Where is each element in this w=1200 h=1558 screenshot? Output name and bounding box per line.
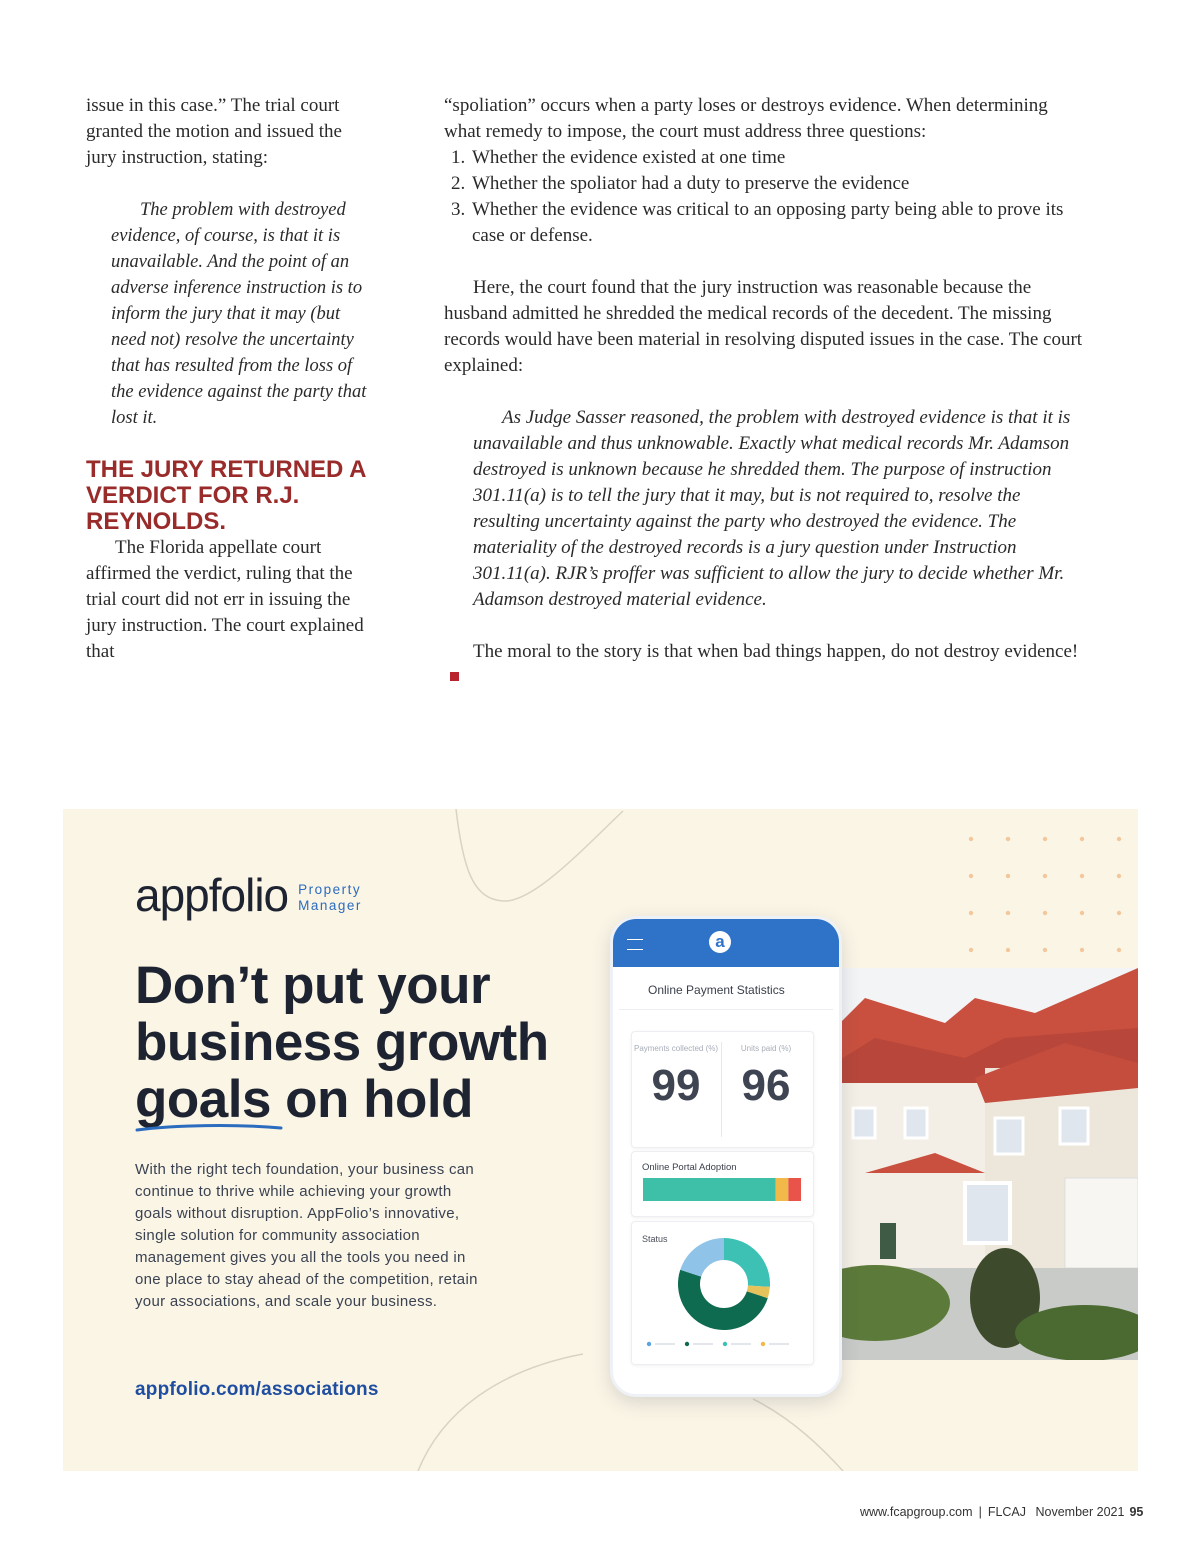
legend-dot [761, 1342, 765, 1346]
section-heading: THE JURY RETURNED A VERDICT FOR R.J. REYNOLDS. [86, 456, 366, 535]
appfolio-app-icon: a [709, 931, 731, 953]
footer-site: www.fcapgroup.com [860, 1505, 973, 1519]
left-paragraph-2: The Florida appellate court affirmed the verdict, ruling that the trial court did not err in issuing the jury instruction. The court explained that [86, 537, 364, 662]
portal-adoption-card [631, 1151, 814, 1217]
legend-dot [647, 1342, 651, 1346]
logo-subtitle [298, 882, 362, 914]
headline-line: goals on hold [135, 1070, 473, 1129]
headline-line: business growth [135, 1013, 549, 1072]
footer-publication: FLCAJ [987, 1505, 1027, 1519]
legend-line [655, 1343, 675, 1345]
legend-line [693, 1343, 713, 1345]
status-donut-chart [676, 1236, 772, 1332]
right-paragraph-2: Here, the court found that the jury instruction was reasonable because the husband admitted he shredded the medical records of the decedent. The missing records would have been material in resolving disputed issues in the case. The court explained: [444, 277, 1083, 376]
donut-slice [724, 1238, 770, 1287]
stat-value: 96 [741, 1061, 791, 1110]
three-questions-list [444, 145, 1084, 249]
left-column [86, 93, 376, 665]
appfolio-advertisement [63, 809, 1138, 1471]
closing-sentence: The moral to the story is that when bad things happen, do not destroy evidence! [473, 641, 1079, 662]
logo-wordmark: appfolio [135, 869, 289, 921]
payment-stats-card [631, 1031, 814, 1148]
stat-payments-collected [632, 1044, 720, 1114]
list-item: 3. Whether the evidence was critical to an opposing party being able to prove its case or defense. [470, 197, 1084, 249]
hamburger-menu-icon[interactable] [627, 939, 643, 950]
legend-dot [723, 1342, 727, 1346]
portal-adoption-bar [643, 1178, 801, 1201]
phone-mockup [610, 916, 842, 1397]
left-paragraph-1: issue in this case.” The trial court granted the motion and issued the jury instruction, stating: [86, 95, 342, 168]
right-column [444, 93, 1084, 691]
ad-url-link[interactable]: appfolio.com/associations [135, 1379, 379, 1400]
legend-line [769, 1343, 789, 1345]
status-label: Status [642, 1234, 668, 1244]
appfolio-logo [135, 871, 362, 919]
footer-date: November 2021 [1035, 1505, 1125, 1519]
legend-dot [685, 1342, 689, 1346]
phone-screen-title: Online Payment Statistics [619, 967, 833, 1010]
status-legend [646, 1340, 801, 1348]
right-paragraph-1: “spoliation” occurs when a party loses or destroys evidence. When determining what remedy to impose, the court must address three questions: [444, 95, 1048, 142]
ad-headline [135, 957, 595, 1128]
page-footer: www.fcapgroup.com | FLCAJ November 2021 95 [860, 1505, 1144, 1519]
end-mark-icon [450, 672, 459, 681]
portal-bar-segment [776, 1178, 789, 1201]
list-item: 1. Whether the evidence existed at one time [470, 145, 1084, 171]
portal-bar-segment [788, 1178, 801, 1201]
decorative-dot-grid [968, 836, 1128, 966]
portal-adoption-label: Online Portal Adoption [642, 1162, 737, 1173]
stat-units-paid [722, 1044, 810, 1114]
houses-photo [835, 968, 1138, 1360]
legend-line [731, 1343, 751, 1345]
status-card [631, 1221, 814, 1365]
headline-underline-stroke [135, 1122, 285, 1134]
left-block-quote: The problem with destroyed evidence, of course, is that it is unavailable. And the point of an adverse inference instruction is to inform the jury that it may (but need not) resolve the uncertainty that has resulted from the loss of the evidence against the party that lost it. [111, 200, 367, 428]
stat-label: Units paid (%) [740, 1044, 792, 1053]
right-paragraph-3 [444, 639, 1084, 691]
ad-body-text: With the right tech foundation, your business can continue to thrive while achieving your growth goals without disruption. AppFolio’s innovative, single solution for community association management gives you all the tools you need in one place to stay ahead of the competition, retain your associations, and scale your business. [135, 1161, 478, 1310]
right-block-quote: As Judge Sasser reasoned, the problem with destroyed evidence is that it is unavailable and thus unknowable. Exactly what medical records Mr. Adamson destroyed is unknown because he shredded them. The purpose of instruction 301.11(a) is to tell the jury that it may, but is not required to, resolve the resulting uncertainty against the party who destroyed the evidence. The materiality of the destroyed records is a jury question under Instruction 301.11(a). RJR’s proffer was sufficient to allow the jury to decide whether Mr. Adamson destroyed material evidence. [473, 407, 1071, 610]
phone-app-header [613, 919, 839, 967]
portal-bar-segment [643, 1178, 776, 1201]
list-item: 2. Whether the spoliator had a duty to preserve the evidence [470, 171, 1084, 197]
page-number: 95 [1129, 1505, 1144, 1519]
stat-label: Payments collected (%) [633, 1044, 719, 1053]
logo-subtitle-line-2: Manager [298, 898, 362, 913]
headline-line: Don’t put your [135, 956, 491, 1015]
stat-value: 99 [651, 1061, 701, 1110]
logo-subtitle-line-1: Property [298, 882, 362, 897]
donut-slice [680, 1238, 724, 1277]
